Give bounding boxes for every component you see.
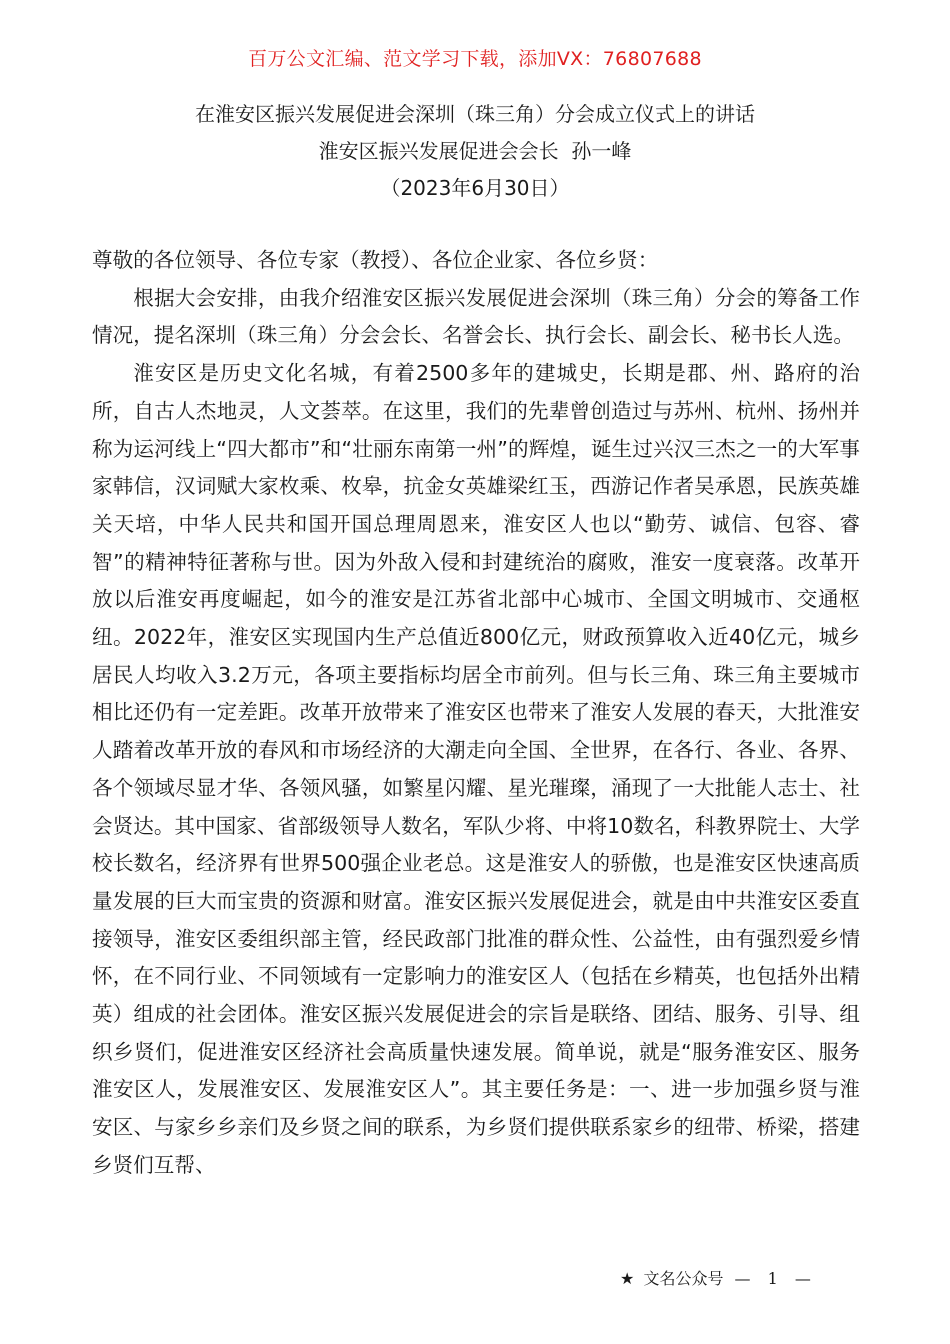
paragraph-1: 根据大会安排，由我介绍淮安区振兴发展促进会深圳（珠三角）分会的筹备工作情况，提名深圳（珠三角）分会会长、名誉会长、执行会长、副会长、秘书长人选。: [92, 285, 860, 348]
document-body: [92, 242, 860, 1185]
footer-dash-left: —: [734, 1269, 751, 1288]
salutation: 尊敬的各位领导、各位专家（教授）、各位企业家、各位乡贤：: [92, 248, 659, 272]
document-header: [0, 96, 950, 207]
footer-dash-right: —: [794, 1269, 811, 1288]
paragraph-2: 淮安区是历史文化名城，有着2500多年的建城史，长期是郡、州、路府的治所，自古人杰地灵，人文荟萃。在这里，我们的先辈曾创造过与苏州、杭州、扬州并称为运河线上“四大都市”和“壮丽东南第一州”的辉煌，诞生过兴汉三杰之一的大军事家韩信，汉词赋大家枚乘、枚皋，抗金女英雄梁红玉，西游记作者吴承恩，民族英雄关天培，中华人民共和国开国总理周恩来，淮安区人也以“勤劳、诚信、包容、睿智”的精神特征著称与世。因为外敌入侵和封建统治的腐败，淮安一度衰落。改革开放以后淮安再度崛起，如今的淮安是江苏省北部中心城市、全国文明城市、交通枢纽。2022年，淮安区实现国内生产总值近800亿元，财政预算收入近40亿元，城乡居民人均收入3.2万元，各项主要指标均居全市前列。但与长三角、珠三角主要城市相比还仍有一定差距。改革开放带来了淮安区也带来了淮安人发展的春天，大批淮安人踏着改革开放的春风和市场经济的大潮走向全国、全世界，在各行、各业、各界、各个领域尽显才华、各领风骚，如繁星闪耀、星光璀璨，涌现了一大批能人志士、社会贤达。其中国家、省部级领导人数名，军队少将、中将10数名，科教界院士、大学校长数名，经济界有世界500强企业老总。这是淮安人的骄傲，也是淮安区快速高质量发展的巨大而宝贵的资源和财富。淮安区振兴发展促进会，就是由中共淮安区委直接领导，淮安区委组织部主管，经民政部门批准的群众性、公益性，由有强烈爱乡情怀，在不同行业、不同领域有一定影响力的淮安区人（包括在乡精英，也包括外出精英）组成的社会团体。淮安区振兴发展促进会的宗旨是联络、团结、服务、引导、组织乡贤们，促进淮安区经济社会高质量快速发展。简单说，就是“服务淮安区、服务淮安区人，发展淮安区、发展淮安区人”。其主要任务是：一、进一步加强乡贤与淮安区、与家乡乡亲们及乡贤之间的联系，为乡贤们提供联系家乡的纽带、桥梁，搭建乡贤们互帮、: [92, 361, 860, 1177]
speech-date: （2023年6月30日）: [380, 176, 570, 200]
star-icon: ★: [620, 1269, 635, 1288]
speech-title: 在淮安区振兴发展促进会深圳（珠三角）分会成立仪式上的讲话: [195, 102, 755, 126]
page-footer: [620, 1266, 817, 1289]
speaker-line: 淮安区振兴发展促进会会长 孙一峰: [318, 139, 632, 163]
footer-label: 文名公众号: [643, 1269, 724, 1288]
watermark-banner: 百万公文汇编、范文学习下载，添加VX：76807688: [248, 48, 702, 70]
page-number: 1: [767, 1269, 778, 1288]
